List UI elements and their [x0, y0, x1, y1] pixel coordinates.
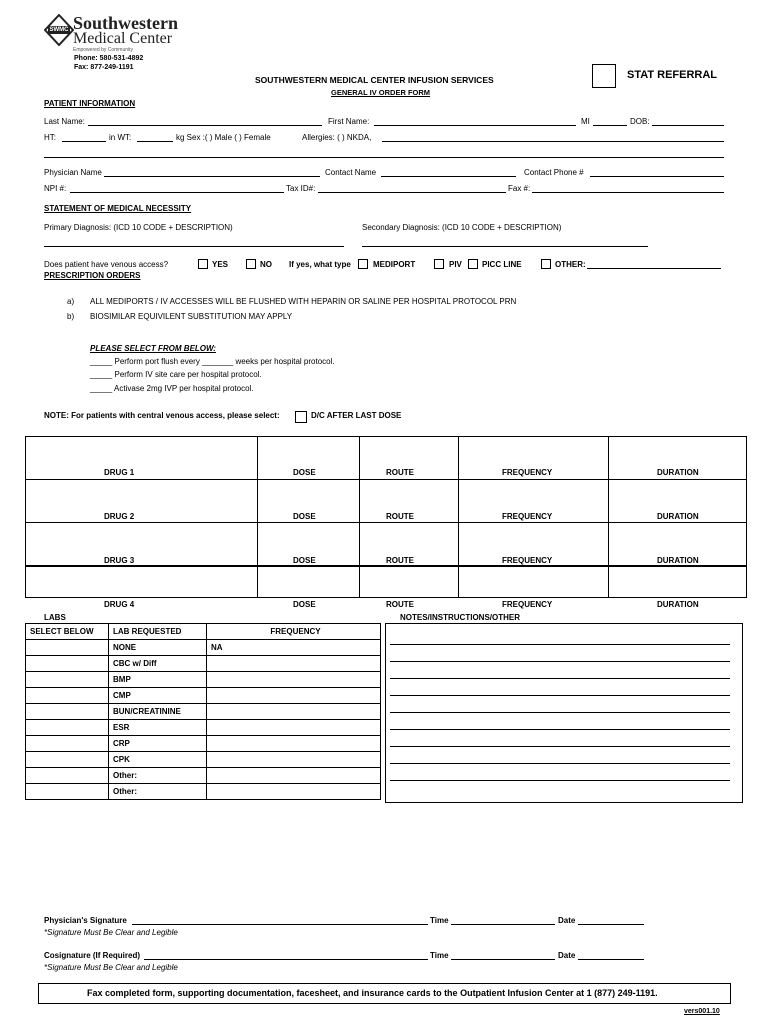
physician-signature-label: Physician's Signature	[44, 916, 127, 925]
org-tagline: Empowered by Community	[73, 47, 134, 53]
fax-instructions-text: Fax completed form, supporting documentation, facesheet, and insurance cards to the Outpatient Infusion Center at 1 (877) 249-1191.	[87, 988, 658, 998]
lab-name: BMP	[109, 672, 207, 688]
port-flush-option[interactable]	[90, 357, 335, 366]
physician-fax-label: Fax #:	[508, 184, 531, 193]
labs-table	[25, 623, 381, 800]
lab-select-cell[interactable]	[26, 752, 109, 768]
dose-4-label: DOSE	[293, 600, 316, 609]
stat-referral-checkbox[interactable]	[592, 64, 616, 88]
drug-2-input[interactable]	[26, 480, 258, 523]
tax-id-field[interactable]	[318, 192, 506, 193]
allergies-field[interactable]	[382, 141, 724, 142]
port-flush-text: Perform port flush every _______ weeks per hospital protocol.	[114, 357, 335, 366]
logo	[44, 13, 179, 58]
drug-table	[25, 436, 747, 566]
activase-blank[interactable]: _____	[90, 384, 113, 393]
lab-select-cell[interactable]	[26, 640, 109, 656]
lab-select-cell[interactable]	[26, 784, 109, 800]
cosignature-field[interactable]	[144, 959, 428, 960]
contact-name-label: Contact Name	[325, 168, 377, 177]
lab-name: CBC w/ Diff	[109, 656, 207, 672]
secondary-diagnosis-field[interactable]	[362, 246, 648, 247]
mediport-checkbox[interactable]	[358, 259, 368, 269]
lab-name: BUN/CREATININE	[109, 704, 207, 720]
other-access-field[interactable]	[587, 268, 721, 269]
dose-4-input[interactable]	[258, 567, 360, 598]
activase-text: Activase 2mg IVP per hospital protocol.	[114, 384, 254, 393]
contact-phone-label: Contact Phone #	[524, 168, 584, 177]
labs-heading: LABS	[44, 613, 66, 622]
other-access-checkbox[interactable]	[541, 259, 551, 269]
venous-no-checkbox[interactable]	[246, 259, 256, 269]
venous-type-label: If yes, what type	[289, 260, 351, 269]
last-name-field[interactable]	[88, 125, 322, 126]
lab-name: CPK	[109, 752, 207, 768]
piv-checkbox[interactable]	[434, 259, 444, 269]
lab-row	[26, 688, 381, 704]
medical-necessity-heading: STATEMENT OF MEDICAL NECESSITY	[44, 204, 192, 213]
dc-after-last-dose-label: D/C AFTER LAST DOSE	[311, 411, 402, 420]
notes-line[interactable]	[390, 695, 730, 696]
rx-item-a-text: ALL MEDIPORTS / IV ACCESSES WILL BE FLUSHED WITH HEPARIN OR SALINE PER HOSPITAL PROTOCOL PRN	[90, 297, 517, 306]
drug-1-input[interactable]	[26, 437, 258, 480]
primary-diagnosis-field[interactable]	[44, 246, 344, 247]
notes-line[interactable]	[390, 763, 730, 764]
cosignature-label: Cosignature (If Required)	[44, 951, 141, 960]
lab-frequency[interactable]	[207, 752, 381, 768]
lab-select-cell[interactable]	[26, 672, 109, 688]
cosign-time-field[interactable]	[451, 959, 555, 960]
notes-box[interactable]	[385, 623, 743, 803]
lab-name: Other:	[109, 784, 207, 800]
venous-yes-checkbox[interactable]	[198, 259, 208, 269]
first-name-label: First Name:	[328, 117, 370, 126]
lab-frequency[interactable]	[207, 736, 381, 752]
lab-name: Other:	[109, 768, 207, 784]
dose-3-label: DOSE	[293, 556, 316, 565]
secondary-diagnosis-label: Secondary Diagnosis: (ICD 10 CODE + DESCRIPTION)	[362, 223, 562, 232]
ht-label: HT:	[44, 133, 56, 142]
iv-site-care-option[interactable]	[90, 370, 262, 379]
lab-row	[26, 784, 381, 800]
lab-frequency[interactable]	[207, 720, 381, 736]
notes-line[interactable]	[390, 661, 730, 662]
mi-field[interactable]	[593, 125, 627, 126]
picc-line-checkbox[interactable]	[468, 259, 478, 269]
lab-row	[26, 672, 381, 688]
prescription-orders-heading: PRESCRIPTION ORDERS	[44, 271, 141, 280]
lab-select-cell[interactable]	[26, 688, 109, 704]
notes-line[interactable]	[390, 746, 730, 747]
physician-time-label: Time	[430, 916, 449, 925]
notes-line[interactable]	[390, 729, 730, 730]
route-4-input[interactable]	[360, 567, 459, 598]
drug-1-label: DRUG 1	[104, 468, 135, 477]
allergies-field-line2[interactable]	[44, 157, 724, 158]
duration-2-label: DURATION	[657, 512, 699, 521]
route-4-label: ROUTE	[386, 600, 414, 609]
contact-name-field[interactable]	[381, 176, 516, 177]
lab-frequency[interactable]	[207, 768, 381, 784]
frequency-4-input[interactable]	[459, 567, 609, 598]
venous-no-label: NO	[260, 260, 272, 269]
dc-after-last-dose-checkbox[interactable]	[295, 411, 307, 423]
duration-1-label: DURATION	[657, 468, 699, 477]
lab-name: NONE	[109, 640, 207, 656]
tax-id-label: Tax ID#:	[286, 184, 316, 193]
frequency-4-label: FREQUENCY	[502, 600, 553, 609]
notes-line[interactable]	[390, 780, 730, 781]
lab-row	[26, 768, 381, 784]
logo-monogram: SWMC	[49, 27, 69, 33]
lab-row	[26, 640, 381, 656]
stat-referral-label: STAT REFERRAL	[627, 69, 718, 81]
lab-frequency[interactable]	[207, 784, 381, 800]
rx-item-a-marker: a)	[67, 297, 75, 306]
wt-field[interactable]	[137, 141, 173, 142]
org-name-line2: Medical Center	[73, 30, 173, 47]
physician-fax-field[interactable]	[532, 192, 724, 193]
notes-heading: NOTES/INSTRUCTIONS/OTHER	[400, 613, 521, 622]
labs-col-select: SELECT BELOW	[26, 624, 109, 640]
primary-diagnosis-label: Primary Diagnosis: (ICD 10 CODE + DESCRIPTION)	[44, 223, 233, 232]
physician-signature-note: *Signature Must Be Clear and Legible	[44, 928, 178, 937]
route-2-label: ROUTE	[386, 512, 414, 521]
lab-name: CRP	[109, 736, 207, 752]
lab-row	[26, 736, 381, 752]
first-name-field[interactable]	[374, 125, 576, 126]
npi-field[interactable]	[70, 192, 284, 193]
venous-access-question: Does patient have venous access?	[44, 260, 169, 269]
route-3-label: ROUTE	[386, 556, 414, 565]
dose-1-label: DOSE	[293, 468, 316, 477]
physician-date-field[interactable]	[578, 924, 644, 925]
dob-field[interactable]	[652, 125, 724, 126]
labs-col-frequency: FREQUENCY	[207, 624, 381, 640]
duration-4-label: DURATION	[657, 600, 699, 609]
lab-select-cell[interactable]	[26, 768, 109, 784]
venous-yes-label: YES	[212, 260, 229, 269]
org-fax: Fax: 877-249-1191	[74, 64, 134, 71]
select-below-heading: PLEASE SELECT FROM BELOW:	[90, 344, 216, 353]
labs-header-row	[26, 624, 381, 640]
contact-phone-field[interactable]	[590, 176, 724, 177]
duration-3-label: DURATION	[657, 556, 699, 565]
lab-row	[26, 752, 381, 768]
central-access-note: NOTE: For patients with central venous access, please select:	[44, 411, 280, 420]
duration-4-input[interactable]	[609, 567, 747, 598]
drug-2-label: DRUG 2	[104, 512, 135, 521]
lab-row	[26, 720, 381, 736]
frequency-2-label: FREQUENCY	[502, 512, 553, 521]
drug-table-row-4	[25, 566, 747, 598]
activase-option[interactable]	[90, 384, 254, 393]
mediport-label: MEDIPORT	[373, 260, 416, 269]
other-access-label: OTHER:	[555, 260, 586, 269]
sex-label: kg Sex :( ) Male ( ) Female	[176, 133, 271, 142]
rx-item-b-marker: b)	[67, 312, 75, 321]
lab-row	[26, 704, 381, 720]
mi-label: MI	[581, 117, 590, 126]
notes-line[interactable]	[390, 678, 730, 679]
drug-4-input[interactable]	[26, 567, 258, 598]
org-name-line1: Southwestern	[73, 13, 179, 33]
piv-label: PIV	[449, 260, 462, 269]
physician-name-field[interactable]	[104, 176, 320, 177]
org-phone: Phone: 580-531-4892	[74, 55, 144, 62]
port-flush-blank[interactable]: _____	[90, 357, 113, 366]
dose-2-label: DOSE	[293, 512, 316, 521]
lab-select-cell[interactable]	[26, 656, 109, 672]
physician-name-label: Physician Name	[44, 168, 102, 177]
physician-signature-field[interactable]	[132, 924, 428, 925]
lab-select-cell[interactable]	[26, 720, 109, 736]
frequency-1-label: FREQUENCY	[502, 468, 553, 477]
notes-line[interactable]	[390, 712, 730, 713]
notes-line[interactable]	[390, 644, 730, 645]
version-label: vers001.10	[684, 1008, 720, 1015]
lab-frequency[interactable]	[207, 704, 381, 720]
npi-label: NPI #:	[44, 184, 67, 193]
lab-name: CMP	[109, 688, 207, 704]
patient-info-heading: PATIENT INFORMATION	[44, 99, 136, 108]
lab-frequency[interactable]	[207, 656, 381, 672]
cosign-date-field[interactable]	[578, 959, 644, 960]
labs-col-lab: LAB REQUESTED	[109, 624, 207, 640]
drug-3-input[interactable]	[26, 523, 258, 566]
iv-site-care-blank[interactable]: _____	[90, 370, 113, 379]
lab-frequency[interactable]	[207, 672, 381, 688]
physician-date-label: Date	[558, 916, 576, 925]
lab-frequency[interactable]: NA	[207, 640, 381, 656]
dob-label: DOB:	[630, 117, 650, 126]
allergies-label: Allergies: ( ) NKDA,	[302, 133, 372, 142]
rx-item-b-text: BIOSIMILAR EQUIVILENT SUBSTITUTION MAY APPLY	[90, 312, 293, 321]
cosign-time-label: Time	[430, 951, 449, 960]
last-name-label: Last Name:	[44, 117, 85, 126]
route-1-label: ROUTE	[386, 468, 414, 477]
physician-time-field[interactable]	[451, 924, 555, 925]
wt-label: in WT:	[109, 133, 132, 142]
frequency-3-label: FREQUENCY	[502, 556, 553, 565]
picc-line-label: PICC LINE	[482, 260, 522, 269]
lab-select-cell[interactable]	[26, 704, 109, 720]
ht-field[interactable]	[62, 141, 106, 142]
fax-instructions-box	[38, 983, 731, 1004]
lab-select-cell[interactable]	[26, 736, 109, 752]
drug-3-label: DRUG 3	[104, 556, 135, 565]
cosign-date-label: Date	[558, 951, 576, 960]
lab-frequency[interactable]	[207, 688, 381, 704]
iv-site-care-text: Perform IV site care per hospital protocol.	[114, 370, 262, 379]
drug-row-4-cells	[26, 567, 747, 598]
cosignature-note: *Signature Must Be Clear and Legible	[44, 963, 178, 972]
lab-row	[26, 656, 381, 672]
form-title: SOUTHWESTERN MEDICAL CENTER INFUSION SERVICES	[255, 75, 494, 85]
drug-4-label: DRUG 4	[104, 600, 135, 609]
form-subtitle: GENERAL IV ORDER FORM	[331, 88, 431, 97]
lab-name: ESR	[109, 720, 207, 736]
